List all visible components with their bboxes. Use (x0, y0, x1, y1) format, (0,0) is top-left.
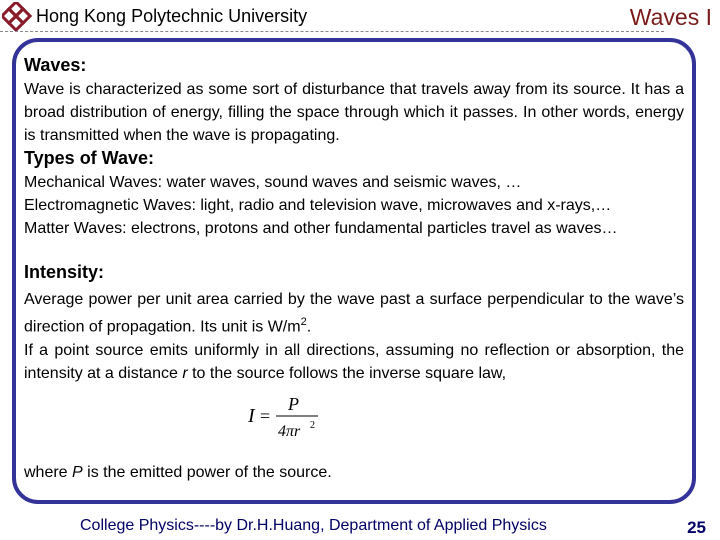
section-waves (24, 52, 684, 147)
point-source-text: If a point source emits uniformly in all directions, assuming no reflection or absorption, the intensity at a distance (24, 342, 684, 383)
inverse-square-formula (246, 392, 326, 442)
types-mechanical: Mechanical Waves: water waves, sound waves and seismic waves, … (24, 174, 522, 191)
formula-denominator: 4πr (278, 423, 301, 440)
page-number: 25 (687, 518, 706, 537)
waves-heading: Waves: (24, 55, 87, 75)
where-text: where (24, 464, 73, 481)
section-types (24, 145, 684, 240)
header-divider (0, 31, 664, 32)
intensity-point-source (24, 339, 684, 385)
distance-variable: r (182, 365, 188, 383)
formula-exponent: 2 (310, 420, 315, 431)
power-variable: P (72, 464, 83, 481)
point-source-end: to the source follows the inverse square law, (187, 365, 507, 383)
formula-explanation (24, 464, 684, 482)
where-end: is the emitted power of the source. (82, 464, 332, 481)
formula-lhs: I (248, 405, 255, 427)
university-logo (2, 2, 34, 34)
university-name: Hong Kong Polytechnic University (36, 6, 308, 26)
section-intensity (24, 259, 684, 385)
waves-text: Wave is characterized as some sort of disturbance that travels away from its source. It has a broad distribution of energy, filling the space through which it passes. In other words, energy is transmitted when the wave is propagating. (24, 81, 684, 144)
intensity-def-end: . (306, 318, 312, 336)
formula-equals: = (260, 406, 271, 426)
chapter-title: Waves I (629, 4, 712, 30)
types-matter: Matter Waves: electrons, protons and other fundamental particles travel as waves… (24, 220, 618, 237)
types-electromagnetic: Electromagnetic Waves: light, radio and television wave, microwaves and x-rays,… (24, 197, 612, 214)
intensity-heading: Intensity: (24, 262, 105, 282)
intensity-def-text: Average power per unit area carried by the wave past a surface perpendicular to the wave’s direction of propagation. Its unit is W/m (24, 291, 684, 336)
unit-exponent: 2 (300, 316, 307, 328)
intensity-definition (24, 288, 684, 338)
footer-credit: College Physics----by Dr.H.Huang, Department of Applied Physics (80, 517, 547, 534)
types-heading: Types of Wave: (24, 148, 155, 168)
formula-numerator: P (288, 394, 299, 414)
